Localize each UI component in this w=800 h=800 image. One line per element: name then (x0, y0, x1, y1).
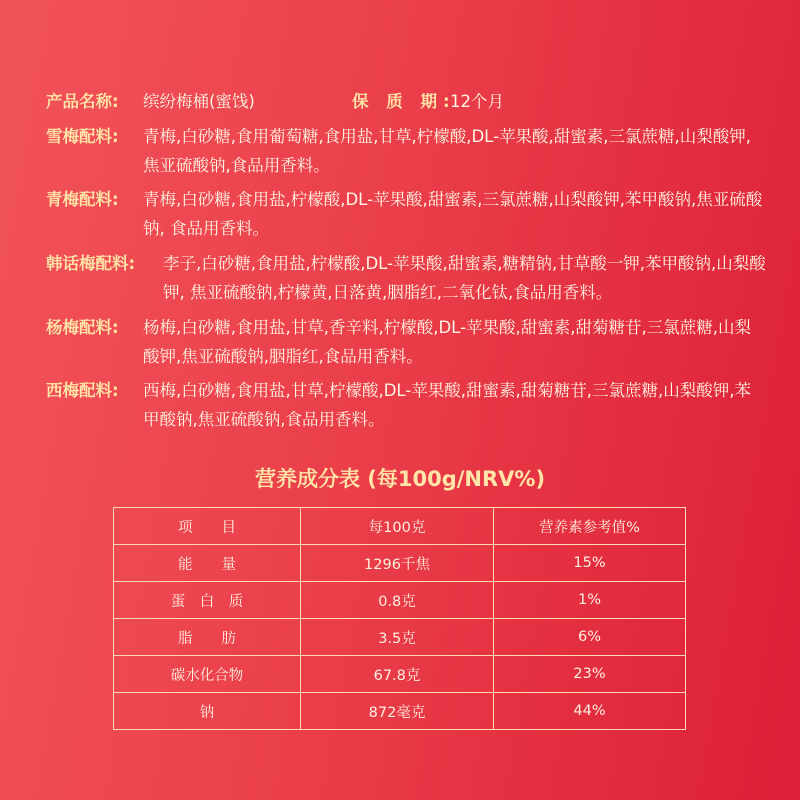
nutrition-table (113, 507, 686, 730)
table-cell: 44% (494, 693, 686, 730)
table-cell: 3.5克 (301, 619, 494, 656)
table-row (114, 656, 686, 693)
table-cell: 15% (494, 545, 686, 582)
ingredient-label: 杨梅配料: (46, 318, 119, 337)
ingredient-text: 青梅,白砂糖,食用盐,柠檬酸,DL-苹果酸,甜蜜素,三氯蔗糖,山梨酸钾,苯甲酸钠,焦亚硫酸钠, 食品用香料。 (143, 190, 763, 238)
table-cell: 蛋 白 质 (114, 582, 301, 619)
shelf-life-label: 保 质 期: (352, 92, 456, 111)
table-cell: 碳水化合物 (114, 656, 301, 693)
table-row (114, 693, 686, 730)
table-cell: 872毫克 (301, 693, 494, 730)
ingredient-text: 西梅,白砂糖,食用盐,甘草,柠檬酸,DL-苹果酸,甜蜜素,甜菊糖苷,三氯蔗糖,山梨酸钾,苯甲酸钠,焦亚硫酸钠,食品用香料。 (143, 381, 752, 429)
product-name-value: 缤纷梅桶(蜜饯) (143, 92, 255, 111)
table-cell: 6% (494, 619, 686, 656)
ingredient-label: 韩话梅配料: (46, 254, 136, 273)
table-cell: 1296千焦 (301, 545, 494, 582)
table-row (114, 545, 686, 582)
ingredient-label: 西梅配料: (46, 381, 119, 400)
shelf-life-value: 12个月 (450, 92, 504, 111)
table-cell: 能 量 (114, 545, 301, 582)
table-cell: 钠 (114, 693, 301, 730)
table-header-cell: 每100克 (301, 508, 494, 545)
nutrition-table-title: 营养成分表 (每100g/NRV%) (254, 467, 546, 491)
table-header-row (114, 508, 686, 545)
table-cell: 1% (494, 582, 686, 619)
product-name-label: 产品名称: (46, 92, 119, 111)
ingredient-label: 雪梅配料: (46, 127, 119, 146)
ingredient-text: 杨梅,白砂糖,食用盐,甘草,香辛料,柠檬酸,DL-苹果酸,甜蜜素,甜菊糖苷,三氯蔗糖,山梨酸钾,焦亚硫酸钠,胭脂红,食品用香料。 (143, 318, 752, 366)
ingredient-text: 青梅,白砂糖,食用葡萄糖,食用盐,甘草,柠檬酸,DL-苹果酸,甜蜜素,三氯蔗糖,山梨酸钾,焦亚硫酸钠,食品用香料。 (143, 127, 752, 175)
table-cell: 67.8克 (301, 656, 494, 693)
table-row (114, 582, 686, 619)
ingredient-label: 青梅配料: (46, 190, 119, 209)
table-header-cell: 营养素参考值% (494, 508, 686, 545)
table-header-cell: 项 目 (114, 508, 301, 545)
table-cell: 23% (494, 656, 686, 693)
table-cell: 0.8克 (301, 582, 494, 619)
ingredient-text: 李子,白砂糖,食用盐,柠檬酸,DL-苹果酸,甜蜜素,糖精钠,甘草酸一钾,苯甲酸钠,山梨酸钾, 焦亚硫酸钠,柠檬黄,日落黄,胭脂红,二氧化钛,食品用香料。 (163, 254, 766, 302)
table-cell: 脂 肪 (114, 619, 301, 656)
table-row (114, 619, 686, 656)
